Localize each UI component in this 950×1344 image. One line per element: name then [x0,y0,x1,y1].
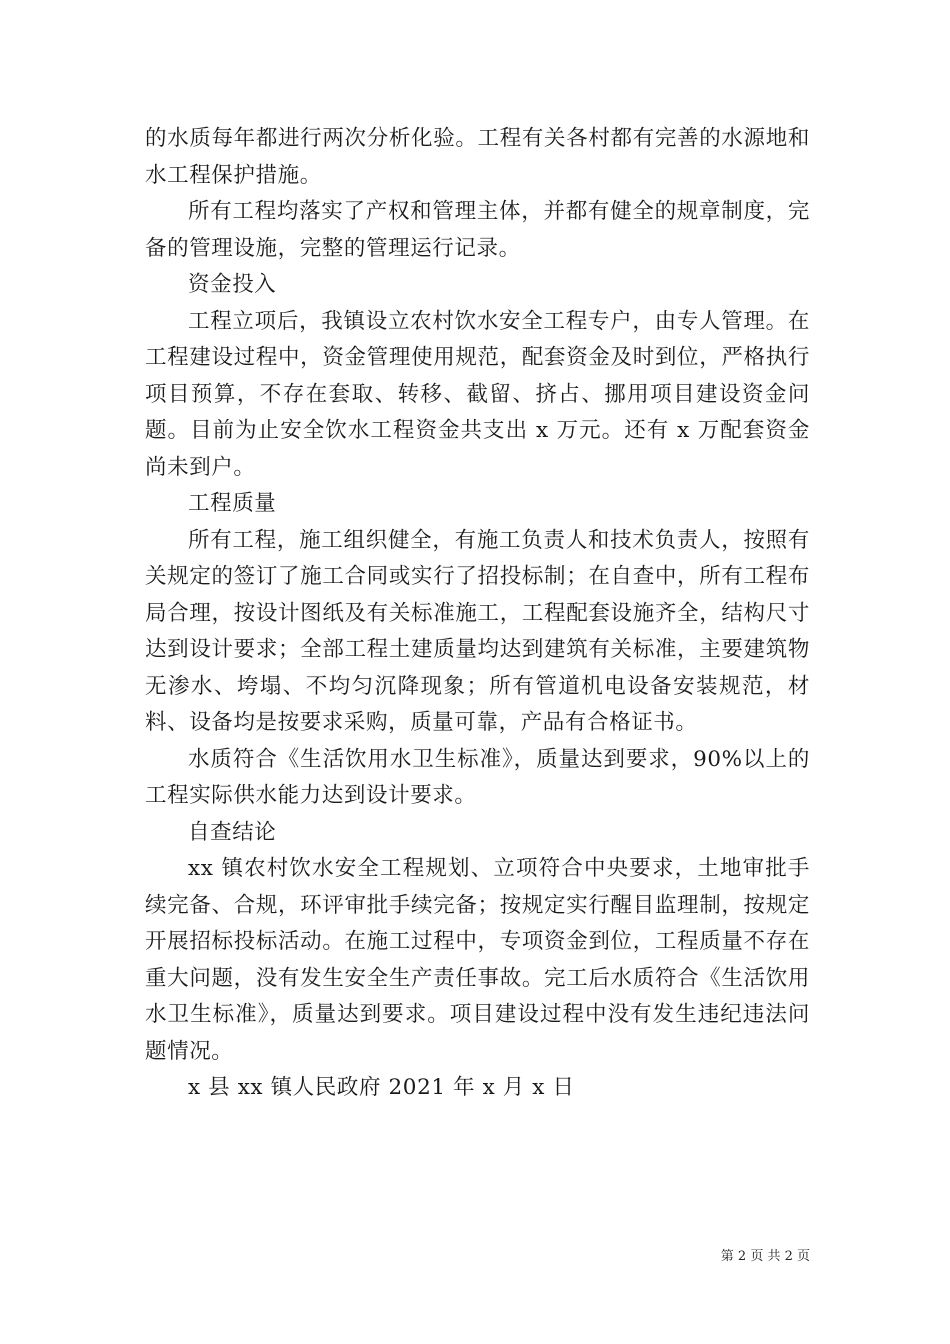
paragraph-funding: 工程立项后，我镇设立农村饮水安全工程专户，由专人管理。在工程建设过程中，资金管理使用规范，配套资金及时到位，严格执行项目预算，不存在套取、转移、截留、挤占、挪用项目建设资金问题。目前为止安全饮水工程资金共支出 x 万元。还有 x 万配套资金尚未到户。 [145,308,810,480]
page-number: 第 2 页 共 2 页 [720,1249,810,1264]
paragraph-property-management: 所有工程均落实了产权和管理主体，并都有健全的规章制度，完备的管理设施，完整的管理运行记录。 [145,199,810,261]
heading-conclusion: 自查结论 [188,819,277,845]
paragraph-quality: 所有工程，施工组织健全，有施工负责人和技术负责人，按照有关规定的签订了施工合同或实行了招投标制；在自查中，所有工程布局合理，按设计图纸及有关标准施工，工程配套设施齐全，结构尺寸达到设计要求；全部工程土建质量均达到建筑有关标准，主要建筑物无渗水、垮塌、不均匀沉降现象；所有管道机电设备安装规范，材料、设备均是按要求采购，质量可靠，产品有合格证书。 [145,527,810,735]
heading-quality: 工程质量 [188,491,277,516]
signature-line: x 县 xx 镇人民政府 2021 年 x 月 x 日 [188,1075,575,1100]
heading-funding: 资金投入 [188,272,277,297]
paragraph-conclusion: xx 镇农村饮水安全工程规划、立项符合中央要求，土地审批手续完备、合规，环评审批手续完备；按规定实行醒目监理制，按规定开展招标投标活动。在施工过程中，专项资金到位，工程质量不存在重大问题，没有发生安全生产责任事故。完工后水质符合《生活饮用水卫生标准》，质量达到要求。项目建设过程中没有发生违纪违法问题情况。 [145,856,810,1064]
document-body [145,121,810,1107]
paragraph-water-quality-tail: 的水质每年都进行两次分析化验。工程有关各村都有完善的水源地和水工程保护措施。 [145,126,810,188]
paragraph-water-standard: 水质符合《生活饮用水卫生标准》，质量达到要求，90%以上的工程实际供水能力达到设计要求。 [145,746,810,808]
